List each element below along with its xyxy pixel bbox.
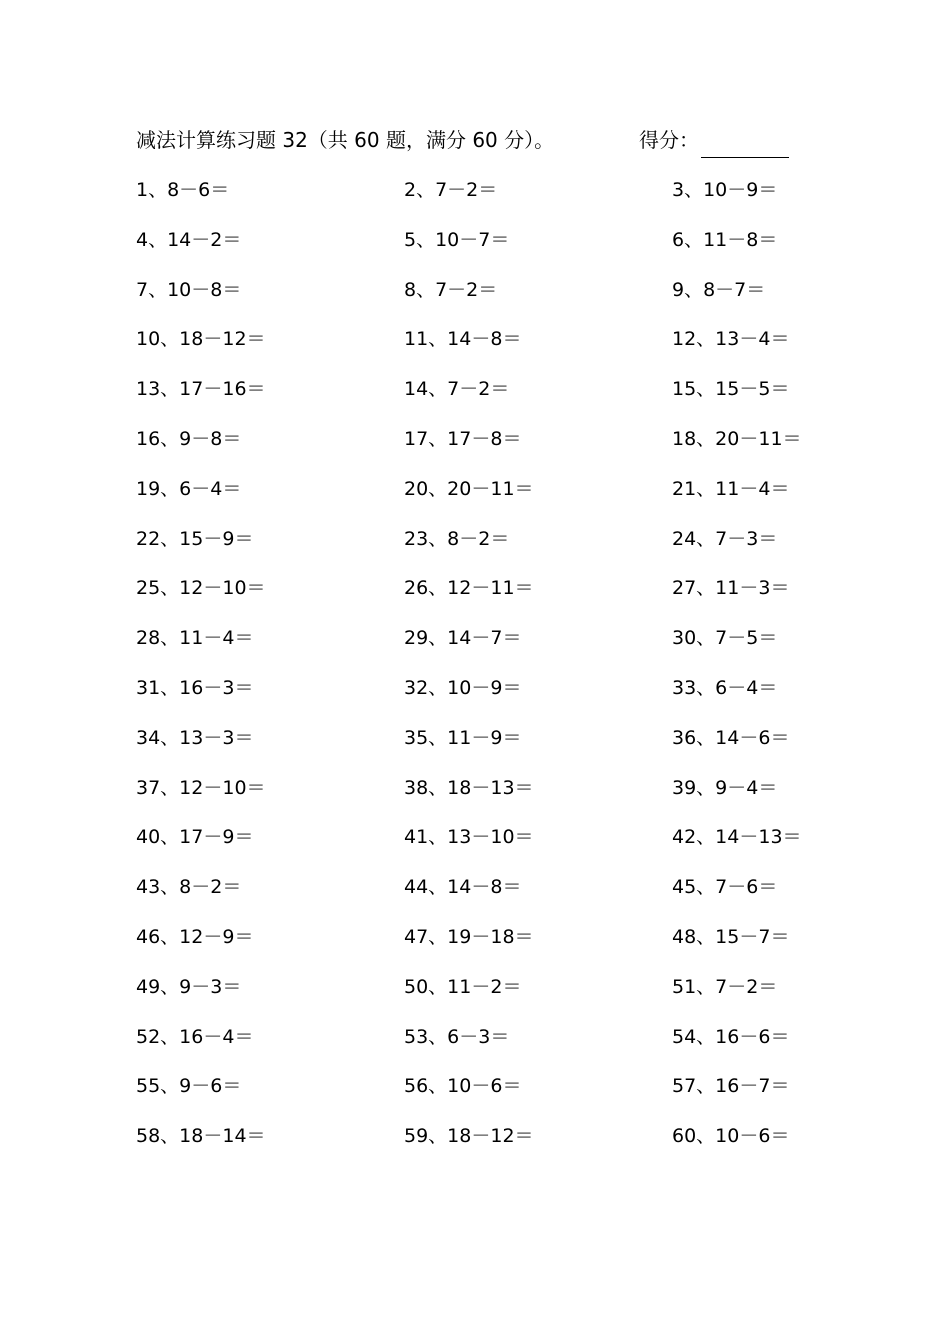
problem-item: 34、13－3＝ — [136, 726, 254, 749]
problem-item: 9、8－7＝ — [672, 278, 766, 301]
problem-item: 11、14－8＝ — [404, 328, 522, 351]
problem-item: 30、7－5＝ — [672, 627, 778, 650]
problem-item: 4、14－2＝ — [136, 228, 242, 251]
problem-item: 37、12－10＝ — [136, 776, 266, 799]
problem-item: 40、17－9＝ — [136, 826, 254, 849]
problem-item: 19、6－4＝ — [136, 477, 242, 500]
problem-item: 3、10－9＝ — [672, 179, 778, 201]
problem-item: 38、18－13＝ — [404, 776, 534, 799]
problem-item: 14、7－2＝ — [404, 378, 510, 401]
problem-item: 50、11－2＝ — [404, 975, 522, 998]
problem-item: 18、20－11＝ — [672, 427, 802, 450]
problem-item: 10、18－12＝ — [136, 328, 266, 351]
problem-item: 17、17－8＝ — [404, 427, 522, 450]
problem-item: 41、13－10＝ — [404, 826, 534, 849]
problem-item: 44、14－8＝ — [404, 876, 522, 899]
problem-item: 47、19－18＝ — [404, 925, 534, 948]
problem-item: 26、12－11＝ — [404, 577, 534, 600]
problem-grid — [136, 172, 856, 1168]
problem-item: 54、16－6＝ — [672, 1025, 790, 1048]
score-blank-line[interactable] — [701, 133, 789, 158]
problem-item: 13、17－16＝ — [136, 378, 266, 401]
problem-item: 36、14－6＝ — [672, 726, 790, 749]
problem-item: 2、7－2＝ — [404, 179, 498, 201]
problem-item: 16、9－8＝ — [136, 427, 242, 450]
worksheet-header — [136, 122, 816, 158]
problem-item: 52、16－4＝ — [136, 1025, 254, 1048]
problem-item: 56、10－6＝ — [404, 1075, 522, 1098]
problem-item: 57、16－7＝ — [672, 1075, 790, 1098]
problem-item: 31、16－3＝ — [136, 676, 254, 699]
problem-item: 48、15－7＝ — [672, 925, 790, 948]
problem-item: 22、15－9＝ — [136, 527, 254, 550]
problem-item: 6、11－8＝ — [672, 228, 778, 251]
score-label: 得分： — [639, 128, 699, 152]
problem-item: 51、7－2＝ — [672, 975, 778, 998]
score-field — [639, 122, 789, 158]
problem-item: 39、9－4＝ — [672, 776, 778, 799]
problem-item: 27、11－3＝ — [672, 577, 790, 600]
problem-item: 32、10－9＝ — [404, 676, 522, 699]
problem-item: 46、12－9＝ — [136, 925, 254, 948]
problem-item: 49、9－3＝ — [136, 975, 242, 998]
worksheet-title: 减法计算练习题 32（共 60 题，满分 60 分）。 — [136, 128, 555, 152]
problem-item: 43、8－2＝ — [136, 876, 242, 899]
problem-item: 42、14－13＝ — [672, 826, 802, 849]
problem-item: 35、11－9＝ — [404, 726, 522, 749]
problem-item: 23、8－2＝ — [404, 527, 510, 550]
problem-item: 25、12－10＝ — [136, 577, 266, 600]
problem-item: 21、11－4＝ — [672, 477, 790, 500]
problem-item: 33、6－4＝ — [672, 676, 778, 699]
problem-item: 20、20－11＝ — [404, 477, 534, 500]
problem-item: 12、13－4＝ — [672, 328, 790, 351]
problem-item: 55、9－6＝ — [136, 1075, 242, 1098]
problem-item: 15、15－5＝ — [672, 378, 790, 401]
problem-item: 24、7－3＝ — [672, 527, 778, 550]
problem-item: 28、11－4＝ — [136, 627, 254, 650]
problem-item: 53、6－3＝ — [404, 1025, 510, 1048]
problem-item: 60、10－6＝ — [672, 1125, 790, 1148]
problem-item: 8、7－2＝ — [404, 278, 498, 301]
problem-item: 59、18－12＝ — [404, 1125, 534, 1148]
problem-item: 29、14－7＝ — [404, 627, 522, 650]
problem-item: 5、10－7＝ — [404, 228, 510, 251]
problem-item: 1、8－6＝ — [136, 179, 230, 201]
problem-item: 7、10－8＝ — [136, 278, 242, 301]
problem-item: 45、7－6＝ — [672, 876, 778, 899]
problem-item: 58、18－14＝ — [136, 1125, 266, 1148]
